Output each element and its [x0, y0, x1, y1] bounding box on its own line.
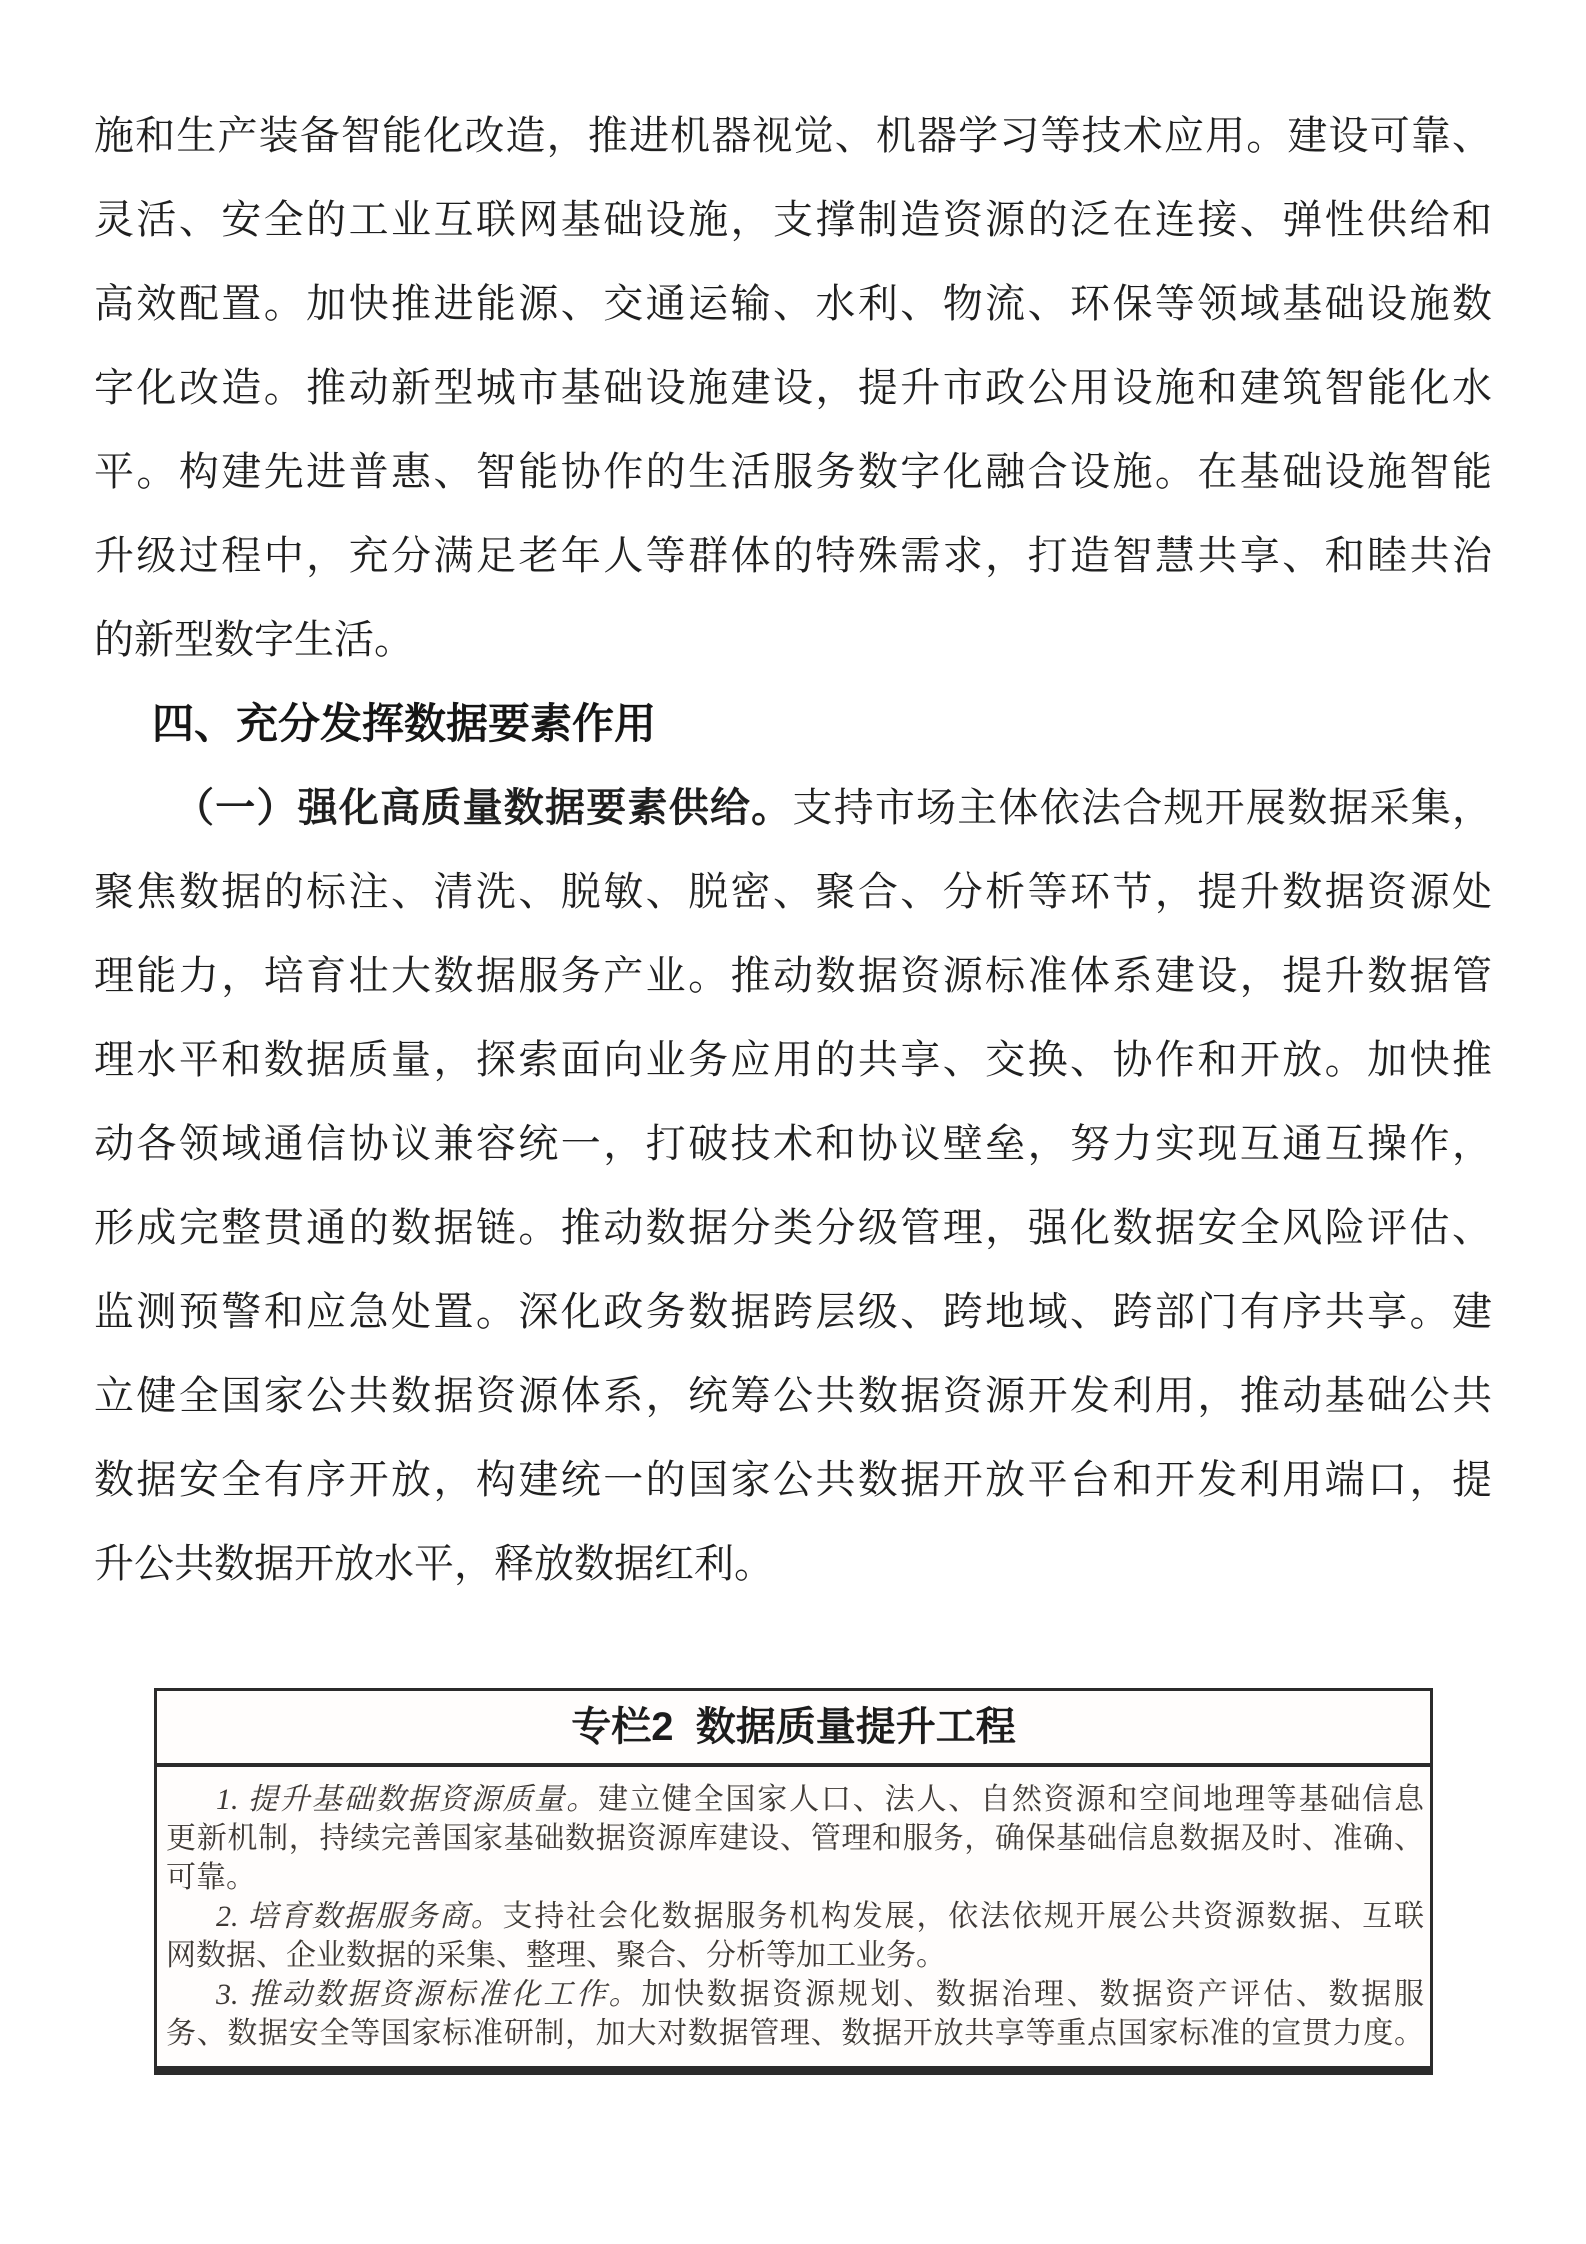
callout-box [154, 1688, 1433, 2075]
text-line: 务、数据安全等国家标准研制，加大对数据管理、数据开放共享等重点国家标准的宣贯力度。 [166, 2017, 1424, 2050]
item-lead-in: 2. 培育数据服务商。 [216, 1900, 503, 1933]
text-line: 升公共数据开放水平，释放数据红利。 [94, 1541, 774, 1586]
text-line: 施和生产装备智能化改造，推进机器视觉、机器学习等技术应用。建设可靠、 [94, 113, 1492, 158]
text-line [94, 766, 1492, 850]
text-line: 可靠。 [166, 1861, 256, 1894]
item-lead-rest: 建立健全国家人口、法人、自然资源和空间地理等基础信息 [598, 1783, 1424, 1816]
item-lead-in: 1. 提升基础数据资源质量。 [216, 1783, 599, 1816]
callout-title: 专栏2 数据质量提升工程 [157, 1691, 1430, 1767]
item-lead-rest: 加快数据资源规划、数据治理、数据资产评估、数据服 [641, 1978, 1424, 2011]
text-line: 字化改造。推动新型城市基础设施建设，提升市政公用设施和建筑智能化水 [94, 365, 1492, 410]
text-line: 聚焦数据的标注、清洗、脱敏、脱密、聚合、分析等环节，提升数据资源处 [94, 869, 1492, 914]
text-column [94, 94, 1492, 1606]
text-line: 升级过程中，充分满足老年人等群体的特殊需求，打造智慧共享、和睦共治 [94, 533, 1492, 578]
text-line: 理能力，培育壮大数据服务产业。推动数据资源标准体系建设，提升数据管 [94, 953, 1492, 998]
item-lead-rest: 支持社会化数据服务机构发展，依法依规开展公共资源数据、互联 [502, 1900, 1424, 1933]
paragraph-lead-in: （一）强化高质量数据要素供给。 [174, 785, 793, 830]
text-line: 立健全国家公共数据资源体系，统筹公共数据资源开发利用，推动基础公共 [94, 1373, 1492, 1418]
text-line: 灵活、安全的工业互联网基础设施，支撑制造资源的泛在连接、弹性供给和 [94, 197, 1492, 242]
text-line: 的新型数字生活。 [94, 617, 414, 662]
callout-item [166, 1780, 1424, 1897]
paragraph-lead-rest: 支持市场主体依法合规开展数据采集， [792, 785, 1492, 830]
text-line [166, 1780, 1424, 1819]
text-line: 平。构建先进普惠、智能协作的生活服务数字化融合设施。在基础设施智能 [94, 449, 1492, 494]
paragraph [94, 766, 1492, 1606]
callout-item [166, 1897, 1424, 1975]
callout-body [157, 1767, 1430, 2066]
item-lead-in: 3. 推动数据资源标准化工作。 [216, 1978, 642, 2011]
section-heading: 四、充分发挥数据要素作用 [152, 700, 657, 747]
text-line: 动各领域通信协议兼容统一，打破技术和协议壁垒，努力实现互通互操作， [94, 1121, 1492, 1166]
paragraph-continuation [94, 94, 1492, 682]
text-line: 数据安全有序开放，构建统一的国家公共数据开放平台和开发利用端口，提 [94, 1457, 1492, 1502]
text-line [166, 1897, 1424, 1936]
text-line: 监测预警和应急处置。深化政务数据跨层级、跨地域、跨部门有序共享。建 [94, 1289, 1492, 1334]
text-line: 更新机制，持续完善国家基础数据资源库建设、管理和服务，确保基础信息数据及时、准确、 [166, 1822, 1424, 1855]
text-line [166, 1975, 1424, 2014]
callout-item [166, 1975, 1424, 2053]
text-line: 高效配置。加快推进能源、交通运输、水利、物流、环保等领域基础设施数 [94, 281, 1492, 326]
text-line: 网数据、企业数据的采集、整理、聚合、分析等加工业务。 [166, 1939, 946, 1972]
text-line: 理水平和数据质量，探索面向业务应用的共享、交换、协作和开放。加快推 [94, 1037, 1492, 1082]
text-line: 形成完整贯通的数据链。推动数据分类分级管理，强化数据安全风险评估、 [94, 1205, 1492, 1250]
